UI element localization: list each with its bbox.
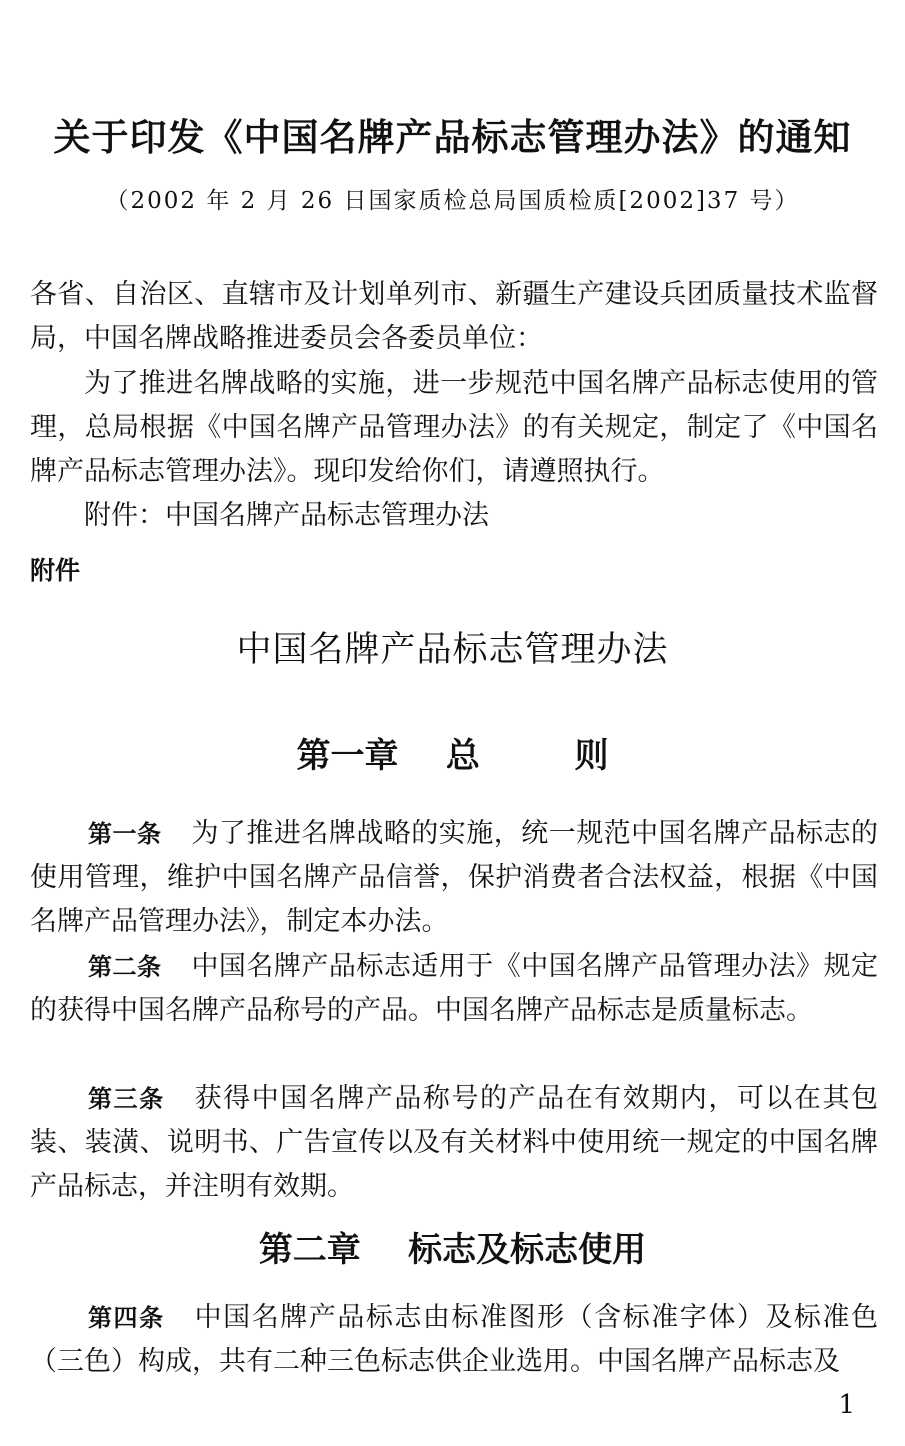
article-paragraph	[30, 812, 878, 944]
article-number: 第一条	[88, 820, 162, 848]
notice-recipients	[30, 273, 878, 361]
attachment-line-text: 附件：中国名牌产品标志管理办法	[84, 500, 489, 531]
article-number: 第二条	[88, 953, 162, 981]
recipients-text: 各省、自治区、直辖市及计划单列市、新疆生产建设兵团质量技术监督局，中国名牌战略推进委员会各委员单位：	[30, 279, 878, 354]
chapter-heading: 第二章 标志及标志使用	[258, 1230, 647, 1270]
notice-title: 关于印发《中国名牌产品标志管理办法》的通知	[53, 115, 852, 159]
notice-attachment	[30, 494, 878, 538]
chapter-heading: 第一章 总 则	[296, 736, 609, 776]
article-text: 为了推进名牌战略的实施，统一规范中国名牌产品标志的使用管理，维护中国名牌产品信誉，保护消费者合法权益，根据《中国名牌产品管理办法》，制定本办法。	[30, 818, 879, 937]
article-paragraph	[30, 1077, 878, 1209]
document-title: 中国名牌产品标志管理办法	[236, 630, 669, 670]
article-text: 中国名牌产品标志由标准图形（含标准字体）及标准色（三色）构成，共有二种三色标志供企业选用。中国名牌产品标志及	[30, 1302, 879, 1377]
page-number: 1	[838, 1390, 855, 1420]
notice-body-text: 为了推进名牌战略的实施，进一步规范中国名牌产品标志使用的管理，总局根据《中国名牌产品管理办法》的有关规定，制定了《中国名牌产品标志管理办法》。现印发给你们，请遵照执行。	[30, 368, 878, 487]
notice-subtitle: （2002 年 2 月 26 日国家质检总局国质检质[2002]37 号）	[105, 188, 800, 214]
article-number: 第三条	[88, 1085, 165, 1113]
article-paragraph	[30, 1296, 878, 1384]
article-text: 获得中国名牌产品称号的产品在有效期内，可以在其包装、装潢、说明书、广告宣传以及有关材料中使用统一规定的中国名牌产品标志，并注明有效期。	[30, 1083, 879, 1202]
attachment-heading: 附件	[30, 556, 81, 585]
notice-body	[30, 362, 878, 494]
article-paragraph	[30, 945, 878, 1033]
article-number: 第四条	[88, 1304, 165, 1332]
article-text: 中国名牌产品标志适用于《中国名牌产品管理办法》规定的获得中国名牌产品称号的产品。中国名牌产品标志是质量标志。	[30, 951, 879, 1026]
